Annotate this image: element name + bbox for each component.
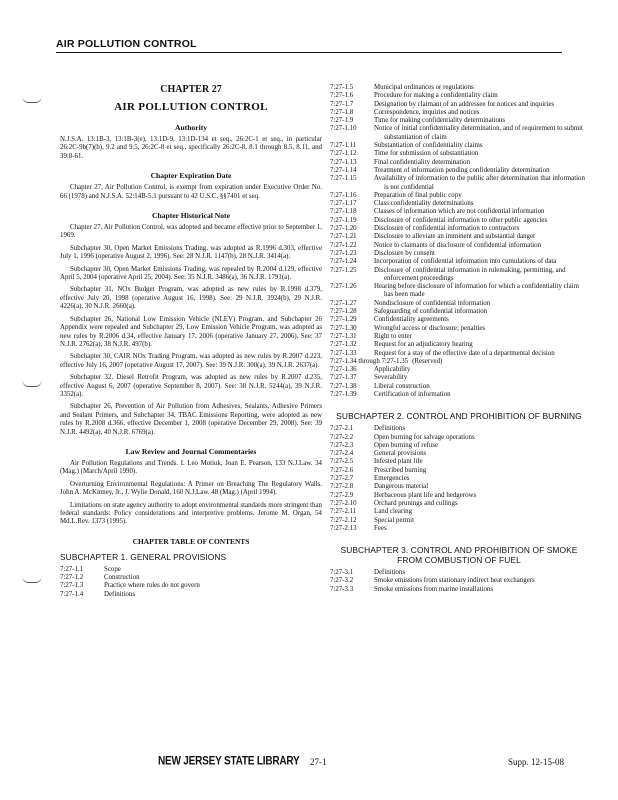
section-title: Herbaceous plant life and hedgerows: [374, 491, 477, 499]
section-number: 7:27-1.32: [330, 341, 357, 349]
toc-entry: [330, 316, 588, 324]
section-number: 7:27-1.9: [330, 117, 354, 125]
section-number: 7:27-1.18: [330, 208, 357, 216]
toc-entry: [60, 574, 322, 582]
section-title: Wrongful access or disclosure; penalties: [374, 324, 486, 332]
toc-entry: [330, 586, 588, 594]
section-number: 7:27-1.14: [330, 166, 357, 174]
section-title: Definitions: [374, 569, 406, 577]
authority-text: N.J.S.A. 13:1B-3, 13:1B-3(e), 13:1D-9, 13:1D-134 et seq., 26:2C-1 et seq., in particular 26:2C-9b(7)(b), 9.2 and 9.5, 26:2C-8 et seq., specifically 26:2C-8, 8.1 through 8.5, 8.11, and 39:8-61.: [60, 136, 322, 160]
section-title: Correspondence, inquiries and notices: [374, 108, 480, 116]
left-column: [60, 84, 322, 599]
toc-entry: [330, 101, 588, 109]
section-number: 7:27-1.3: [60, 582, 84, 590]
section-number: 7:27-1.8: [330, 108, 354, 116]
commentary-paragraph: Overturning Environmental Regulations: A Primer on Breaching The Regulatory Walls. John A. McKinney, Jr., J. Wylie Donald, 160 N.J.Law. 48 (Mag.) (April 1994).: [60, 480, 322, 497]
section-number: 7:27-2.3: [330, 441, 354, 449]
toc-entry: [330, 175, 588, 192]
toc-entry: [330, 250, 588, 258]
section-number: 7:27-1.38: [330, 382, 357, 390]
section-number: 7:27-1.27: [330, 299, 357, 307]
section-number: 7:27-1.16: [330, 191, 357, 199]
section-number: 7:27-2.8: [330, 483, 354, 491]
section-title: Request for a stay of the effective date of a departmental decision: [374, 349, 555, 357]
history-paragraph: Subchapter 26, National Low Emission Vehicle (NLEV) Program, and Subchapter 26 Appendix were repealed and Subchapter 29, Low Emission Vehicle Program, was adopted as new rules by R.2006 d.34, effective January 17, 2006 (operative January 27, 2006). See: 37 N.J.R. 2762(a), 38 N.J.R. 497(b).: [60, 315, 322, 348]
section-title: Request for an adjudicatory hearing: [374, 341, 473, 349]
toc-heading: CHAPTER TABLE OF CONTENTS: [132, 536, 250, 546]
right-column: [330, 84, 588, 594]
margin-mark: [22, 96, 42, 103]
section-number: 7:27-1.2: [60, 574, 84, 582]
section-title: Orchard prunings and cullings: [374, 499, 458, 507]
section-title: Scope: [104, 565, 121, 573]
toc-entry: [330, 225, 588, 233]
section-number: 7:27-1.4: [60, 590, 84, 598]
section-title: Practice where rules do not govern: [104, 582, 200, 590]
section-number: 7:27-1.6: [330, 92, 354, 100]
section-title: Land clearing: [374, 508, 413, 516]
section-title: Nondisclosure of confidential information: [374, 299, 491, 307]
toc-entry: [330, 425, 588, 433]
toc-entry: [330, 350, 588, 358]
section-number: 7:27-2.1: [330, 425, 354, 433]
section-number: 7:27-2.9: [330, 491, 354, 499]
section-title: Preparation of final public copy: [374, 191, 462, 199]
section-title: Disclosure to alleviate an imminent and substantial danger: [374, 233, 536, 241]
toc-entry: [330, 200, 588, 208]
toc-entry: [330, 475, 588, 483]
running-head: AIR POLLUTION CONTROL: [56, 38, 197, 50]
section-number: 7:27-1.20: [330, 225, 357, 233]
section-title: Disclosure of confidential information to other public agencies: [374, 216, 548, 224]
section-title: Time for making confidentiality determinations: [374, 117, 506, 125]
toc-list: [330, 569, 588, 594]
commentary-paragraph: Air Pollution Regulations and Trends. I. Leo Motiuk, Joan E. Pearson, 133 N.J.Law. 34 (Mag.) (March/April 1990).: [60, 459, 322, 476]
section-title: Open burning of refuse: [374, 441, 439, 449]
section-number: 7:27-3.1: [330, 569, 354, 577]
section-number: 7:27-1.33: [330, 349, 357, 357]
section-title: Dangerous material: [374, 483, 429, 491]
section-title: Treatment of information pending confidentiality determination: [374, 166, 550, 174]
section-number: 7:27-2.6: [330, 466, 354, 474]
section-number: 7:27-1.19: [330, 216, 357, 224]
section-title: Availability of information to the public after determination that information is not confidential: [374, 175, 585, 191]
expiration-text: Chapter 27, Air Pollution Control, is exempt from expiration under Executive Order No. 66 (1978) and N.J.S.A. 52:14B-5.1 pursuant to 42 U.S.C. §§7401 et seq.: [60, 184, 322, 200]
toc-entry: [330, 569, 588, 577]
section-number: 7:27-1.26: [330, 283, 357, 291]
expiration-heading: Chapter Expiration Date: [150, 171, 232, 181]
toc-entry: [330, 308, 588, 316]
toc-entry: [330, 283, 588, 300]
section-number: 7:27-2.2: [330, 433, 354, 441]
toc-entry: [330, 142, 588, 150]
section-number: 7:27-1.11: [330, 142, 357, 150]
toc-list: [60, 566, 322, 599]
history-heading: Chapter Historical Note: [152, 211, 230, 221]
section-number: 7:27-2.11: [330, 508, 357, 516]
section-number: 7:27-1.21: [330, 233, 357, 241]
toc-list: [330, 425, 588, 533]
toc-entry: [330, 150, 588, 158]
toc-entry: [330, 300, 588, 308]
section-title: Definitions: [374, 425, 406, 433]
chapter-title: AIR POLLUTION CONTROL: [114, 101, 268, 113]
header-rule: [56, 52, 562, 53]
section-number: 7:27-1.37: [330, 374, 357, 382]
toc-entry: [330, 492, 588, 500]
section-title: Smoke emissions from stationary indirect heat exchangers: [374, 577, 535, 585]
section-title: Disclosure of confidential information to contractors: [374, 225, 520, 233]
section-title: Classes of information which are not confidential information: [374, 208, 545, 216]
toc-entry: [330, 434, 588, 442]
section-number: 7:27-2.10: [330, 499, 357, 507]
toc-entry: [330, 383, 588, 391]
section-title: Severability: [374, 374, 408, 382]
toc-entry: [330, 517, 588, 525]
history-paragraph: Subchapter 26, Prevention of Air Pollution from Adhesives, Sealants, Adhesive Primers and Sealant Primers, and Subchapter 34, TBAC Emissions Reporting, were adopted as new rules by R.2008 d.366, effective December 1, 2008 (operative December 29, 2008). See: 39 N.J.R. 4492(a), 40 N.J.R. 6769(a).: [60, 403, 322, 436]
page-number: 27-1: [310, 757, 327, 767]
history-paragraph: Subchapter 30, Open Market Emissions Trading, was repealed by R.2004 d.129, effective April 5, 2004 (operative April 25, 2004). See: 35 N.J.R. 3486(a), 36 N.J.R. 1791(a).: [60, 265, 322, 282]
section-title: Designation by claimant of an addressee for notices and inquiries: [374, 100, 555, 108]
section-number: 7:27-2.4: [330, 450, 354, 458]
section-number: 7:27-1.12: [330, 150, 357, 158]
toc-entry: [330, 92, 588, 100]
section-title: Hearing before disclosure of information for which a confidentiality claim has been made: [374, 283, 579, 299]
subchapter-1-title: SUBCHAPTER 1. GENERAL PROVISIONS: [60, 551, 227, 562]
section-number: 7:27-1.30: [330, 324, 357, 332]
section-title: Notice of initial confidentiality determination, and of requirement to submit substantiation of claim: [374, 125, 583, 141]
toc-entry: [330, 374, 588, 382]
section-title: (Reserved): [412, 357, 443, 365]
subchapter-2-title: SUBCHAPTER 2. CONTROL AND PROHIBITION OF BURNING: [336, 411, 582, 422]
section-title: Certification of information: [374, 390, 451, 398]
section-number: 7:27-1.39: [330, 390, 357, 398]
history-paragraph: Subchapter 30, Open Market Emissions Trading, was adopted as R.1996 d.303, effective July 1, 1996 (operative August 2, 1996). See: 28 N.J.R. 1147(b), 28 N.J.R. 3414(a).: [60, 244, 322, 261]
margin-mark: [22, 576, 42, 583]
section-number: 7:27-1.10: [330, 125, 357, 133]
section-title: Emergencies: [374, 475, 410, 483]
toc-entry: [330, 208, 588, 216]
section-number: 7:27-1.1: [60, 565, 84, 573]
section-title: Substantiation of confidentiality claims: [374, 142, 483, 150]
section-number: 7:27-1.17: [330, 200, 357, 208]
commentary-paragraph: Limitations on state agency authority to adopt environmental standards more stringent than federal standards: Policy considerations and interpretive problems. Jerome M. Organ, 54 Md.L.Rev. 1373 (1995).: [60, 501, 322, 526]
section-title: General provisions: [374, 450, 427, 458]
section-number: 7:27-1.28: [330, 308, 357, 316]
toc-entry: [330, 242, 588, 250]
toc-entry: [330, 366, 588, 374]
toc-list: [330, 84, 588, 399]
toc-entry: [330, 258, 588, 266]
toc-entry: [330, 358, 588, 366]
toc-entry: [330, 325, 588, 333]
section-title: Disclosure by consent: [374, 249, 435, 257]
toc-entry: [330, 450, 588, 458]
commentaries-heading: Law Review and Journal Commentaries: [125, 446, 257, 456]
section-number: 7:27-3.3: [330, 585, 354, 593]
section-title: Right to enter: [374, 332, 412, 340]
toc-entry: [60, 591, 322, 599]
toc-entry: [330, 159, 588, 167]
section-title: Class confidentiality determinations: [374, 200, 474, 208]
toc-entry: [330, 391, 588, 399]
section-title: Liberal construction: [374, 382, 430, 390]
toc-entry: [330, 267, 588, 284]
toc-entry: [330, 167, 588, 175]
section-title: Infested plant life: [374, 458, 423, 466]
section-title: Time for submission of substantiation: [374, 150, 479, 158]
section-number: 7:27-1.7: [330, 100, 354, 108]
section-title: Fees: [374, 524, 387, 532]
section-title: Confidentiality agreements: [374, 316, 449, 324]
toc-entry: [60, 566, 322, 574]
section-title: Disclosure of confidential information in rulemaking, permitting, and enforcement proceedings: [374, 266, 566, 282]
toc-entry: [330, 483, 588, 491]
history-paragraph: Subchapter 30, CAIR NOx Trading Program, was adopted as new rules by R.2007 d.223, effective July 16, 2007 (operative August 17, 2007). See: 39 N.J.R. 300(a), 39 N.J.R. 2637(a).: [60, 353, 322, 369]
section-number: 7:27-2.5: [330, 458, 354, 466]
history-paragraph: Chapter 27, Air Pollution Control, was adopted and became effective prior to September 1, 1969.: [60, 224, 322, 240]
section-number: 7:27-1.34 through 7:27-1.35: [330, 357, 409, 365]
section-title: Procedure for making a confidentiality claim: [374, 92, 498, 100]
section-number: 7:27-2.7: [330, 475, 354, 483]
section-number: 7:27-2.12: [330, 516, 357, 524]
section-number: 7:27-1.36: [330, 366, 357, 374]
section-number: 7:27-1.5: [330, 84, 354, 91]
section-title: Notice to claimants of disclosure of confidential information: [374, 241, 542, 249]
section-number: 7:27-1.13: [330, 158, 357, 166]
margin-mark: [22, 380, 42, 387]
supplement-date: Supp. 12-15-08: [508, 757, 564, 767]
section-title: Safeguarding of confidential information: [374, 308, 488, 316]
history-paragraph: Subchapter 31, NOx Budget Program, was adopted as new rules by R.1998 d.379, effective July 20, 1998 (operative August 16, 1998). See: 29 N.J.R. 3924(b), 29 N.J.R. 4226(a), 30 N.J.R. 2660(a).: [60, 286, 322, 311]
section-title: Prescribed burning: [374, 466, 427, 474]
section-number: 7:27-1.31: [330, 332, 357, 340]
history-paragraph: Subchapter 32, Diesel Retrofit Program, was adopted as new rules by R.2007 d.235, effective August 6, 2007 (operative September 8, 2007). See: 38 N.J.R. 5244(a), 39 N.J.R. 3352(a).: [60, 374, 322, 398]
toc-entry: [330, 341, 588, 349]
toc-entry: [60, 582, 322, 590]
subchapter-3-title: SUBCHAPTER 3. CONTROL AND PROHIBITION OF SMOKE FROM COMBUSTION OF FUEL: [340, 545, 578, 566]
section-number: 7:27-1.15: [330, 175, 357, 183]
toc-entry: [330, 125, 588, 142]
toc-entry: [330, 84, 588, 92]
section-number: 7:27-1.29: [330, 316, 357, 324]
section-title: Smoke emissions from marine installations: [374, 585, 494, 593]
section-title: Applicability: [374, 366, 411, 374]
toc-entry: [330, 508, 588, 516]
toc-entry: [330, 525, 588, 533]
toc-entry: [330, 333, 588, 341]
toc-entry: [330, 192, 588, 200]
library-stamp: NEW JERSEY STATE LIBRARY: [158, 755, 300, 768]
section-number: 7:27-3.2: [330, 577, 354, 585]
section-number: 7:27-1.22: [330, 241, 357, 249]
toc-entry: [330, 217, 588, 225]
toc-entry: [330, 117, 588, 125]
toc-entry: [330, 233, 588, 241]
section-number: 7:27-1.23: [330, 249, 357, 257]
section-title: Special permit: [374, 516, 414, 524]
section-title: Construction: [104, 574, 140, 582]
toc-entry: [330, 467, 588, 475]
section-number: 7:27-2.13: [330, 524, 357, 532]
chapter-label: CHAPTER 27: [160, 84, 222, 95]
section-title: Definitions: [104, 590, 136, 598]
section-title: Municipal ordinances or regulations: [374, 84, 474, 91]
section-number: 7:27-1.24: [330, 258, 357, 266]
toc-entry: [330, 109, 588, 117]
section-title: Open burning for salvage operations: [374, 433, 475, 441]
toc-entry: [330, 500, 588, 508]
section-title: Incorporation of confidential information into cumulations of data: [374, 258, 557, 266]
toc-entry: [330, 577, 588, 585]
authority-heading: Authority: [174, 123, 208, 132]
toc-entry: [330, 442, 588, 450]
toc-entry: [330, 458, 588, 466]
section-title: Final confidentiality determination: [374, 158, 471, 166]
section-number: 7:27-1.25: [330, 266, 357, 274]
